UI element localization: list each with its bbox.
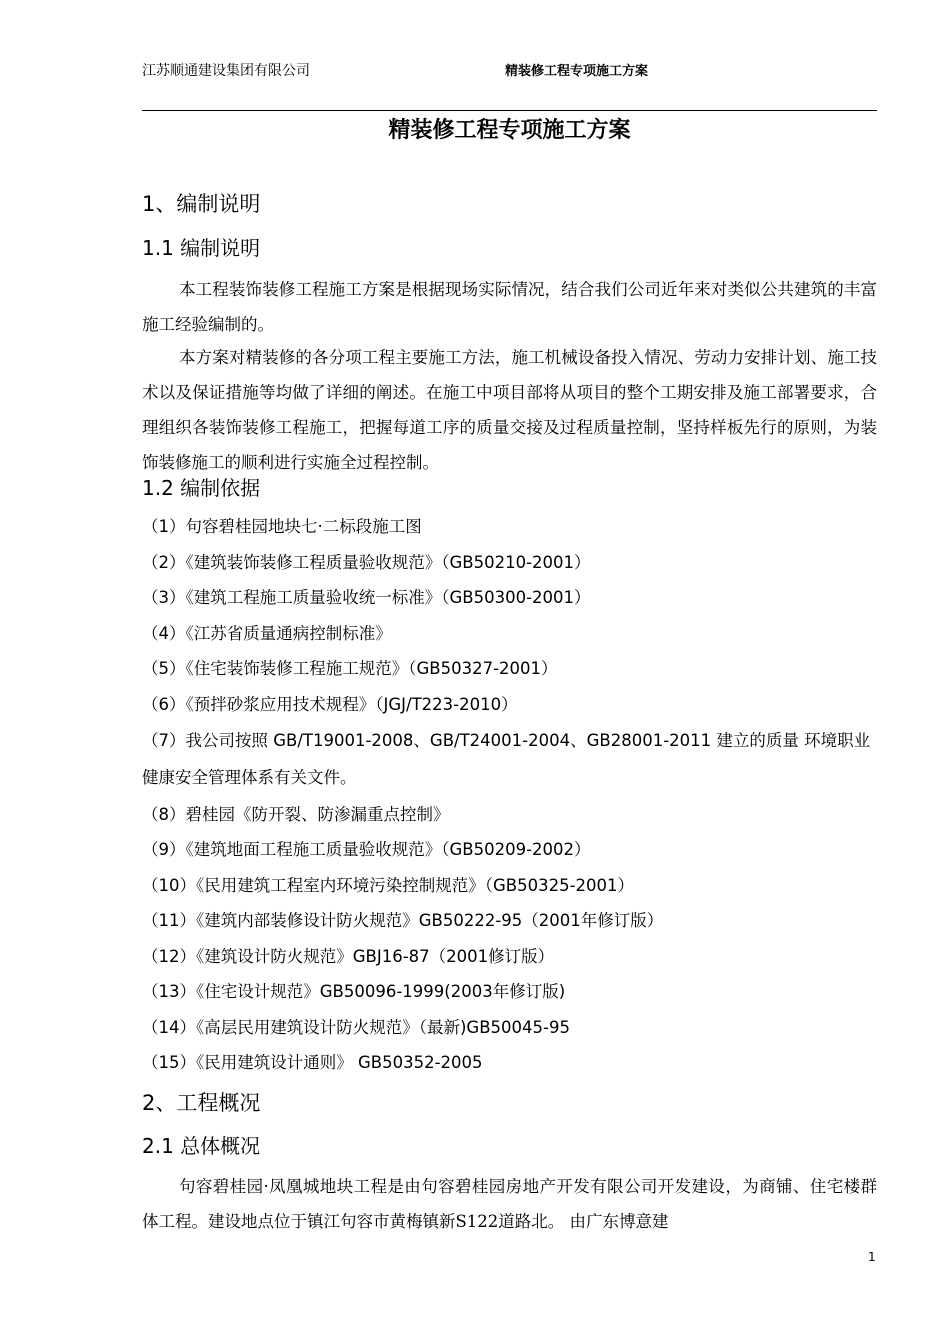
section-heading-2: 2、工程概况 (142, 1091, 261, 1115)
page-header (142, 60, 877, 82)
page-number: 1 (868, 1250, 876, 1264)
document-title: 精装修工程专项施工方案 (388, 118, 631, 143)
reference-item-8: （8）碧桂园《防开裂、防渗漏重点控制》 (142, 805, 450, 824)
section-heading-1-2: 1.2 编制依据 (142, 476, 261, 500)
reference-item-9: （9）《建筑地面工程施工质量验收规范》（GB50209-2002） (142, 840, 591, 859)
paragraph-2-1: 句容碧桂园·凤凰城地块工程是由句容碧桂园房地产开发有限公司开发建设，为商铺、住宅楼群体工程。建设地点位于镇江句容市黄梅镇新S122道路北。 由广东博意建 (142, 1177, 877, 1231)
paragraph-1-1-b: 本方案对精装修的各分项工程主要施工方法，施工机械设备投入情况、劳动力安排计划、施工技术以及保证措施等均做了详细的阐述。在施工中项目部将从项目的整个工期安排及施工部署要求，合理组织各装饰装修工程施工，把握每道工序的质量交接及过程质量控制，坚持样板先行的原则，为装饰装修施工的顺利进行实施全过程控制。 (142, 348, 877, 472)
reference-item-2: （2）《建筑装饰装修工程质量验收规范》（GB50210-2001） (142, 553, 591, 572)
header-doc-title: 精装修工程专项施工方案 (505, 64, 649, 79)
reference-item-5: （5）《住宅装饰装修工程施工规范》（GB50327-2001） (142, 659, 558, 678)
reference-item-14: （14）《高层民用建筑设计防火规范》（最新)GB50045-95 (142, 1018, 570, 1037)
reference-item-6: （6）《预拌砂浆应用技术规程》（JGJ/T223-2010） (142, 695, 518, 714)
reference-item-12: （12）《建筑设计防火规范》GBJ16-87（2001修订版） (142, 947, 555, 966)
reference-item-3: （3）《建筑工程施工质量验收统一标准》（GB50300-2001） (142, 588, 591, 607)
section-heading-2-1: 2.1 总体概况 (142, 1134, 261, 1158)
reference-item-13: （13）《住宅设计规范》GB50096-1999(2003年修订版) (142, 982, 566, 1001)
section-heading-1-1: 1.1 编制说明 (142, 236, 261, 260)
reference-item-11: （11）《建筑内部装修设计防火规范》GB50222-95（2001年修订版） (142, 911, 664, 930)
reference-item-1: （1）句容碧桂园地块七·二标段施工图 (142, 517, 422, 536)
reference-item-7: （7）我公司按照 GB/T19001-2008、GB/T24001-2004、GB28001-2011 建立的质量 环境职业健康安全管理体系有关文件。 (142, 731, 871, 787)
paragraph-1-1-a: 本工程装饰装修工程施工方案是根据现场实际情况，结合我们公司近年来对类似公共建筑的丰富施工经验编制的。 (142, 280, 877, 334)
header-company: 江苏顺通建设集团有限公司 (142, 63, 310, 79)
section-heading-1: 1、编制说明 (142, 192, 261, 216)
header-rule (142, 110, 877, 111)
reference-item-10: （10）《民用建筑工程室内环境污染控制规范》（GB50325-2001） (142, 876, 635, 895)
reference-item-15: （15）《民用建筑设计通则》 GB50352-2005 (142, 1053, 483, 1072)
reference-item-4: （4）《江苏省质量通病控制标准》 (142, 624, 392, 643)
